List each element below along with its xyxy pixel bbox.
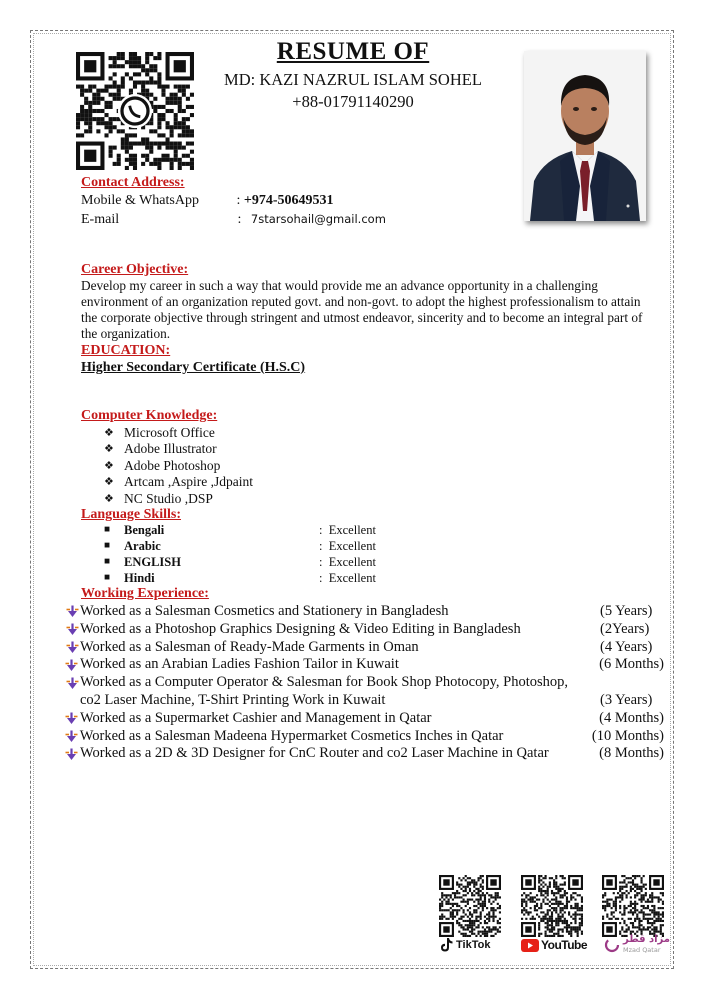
youtube-qr-code-icon [521,875,583,937]
arrow-bullet-icon [64,621,80,639]
contact-mobile-value: +974-50649531 [243,193,334,208]
work-item [64,639,664,657]
arrow-bullet-icon [64,674,80,692]
work-item-text: co2 Laser Machine, T-Shirt Printing Work in Kuwait [80,691,386,708]
youtube-label: YouTube [521,938,587,952]
work-item-duration: (6 Months) [599,656,664,673]
arrow-bullet-icon [64,710,80,728]
work-list [64,603,664,763]
square-bullet-icon: ■ [104,556,111,567]
arrow-bullet-icon [64,603,80,621]
work-item-duration: (3 Years) [600,691,653,708]
work-item-duration: (2Years) [600,620,650,637]
list-item: ❖ Artcam ,Aspire ,Jdpaint [104,474,253,490]
tiktok-label: TikTok [440,938,490,952]
language-heading: Language Skills: [81,507,181,522]
list-item: ■ Arabic : Excellent [104,539,376,553]
square-bullet-icon: ■ [104,540,111,551]
contact-heading: Contact Address: [81,175,185,190]
work-item [64,674,664,692]
work-item-text: Worked as a Salesman of Ready-Made Garments in Oman [80,638,419,655]
contact-row-mobile [81,193,334,209]
list-item: ■ Hindi : Excellent [104,571,376,585]
diamond-bullet-icon: ❖ [104,459,114,472]
tiktok-icon [440,938,453,952]
diamond-bullet-icon: ❖ [104,492,114,505]
work-heading: Working Experience: [81,586,209,601]
work-item-duration: (4 Years) [600,638,653,655]
language-list [104,522,376,586]
work-item [64,603,664,621]
work-item [64,745,664,763]
list-item: ❖ Microsoft Office [104,425,215,440]
work-item-text: Worked as a Salesman Cosmetics and Stationery in Bangladesh [80,603,449,619]
square-bullet-icon: ■ [104,572,111,583]
contact-email-value: 7starsohail@gmail.com [250,212,386,226]
work-item-continued [64,692,664,710]
contact-sep: : [236,193,241,208]
youtube-icon [521,939,539,952]
work-item-duration: (10 Months) [591,727,664,744]
education-item: Higher Secondary Certificate (H.S.C) [81,360,306,375]
tiktok-qr-code-icon [439,875,501,937]
arrow-bullet-icon [64,656,80,674]
candidate-phone: +88-01791140290 [292,92,414,111]
work-item-text: Worked as an Arabian Ladies Fashion Tailor in Kuwait [79,656,399,673]
mazad-qr-code-icon [602,875,664,937]
mazad-logo-icon [604,937,620,953]
arrow-bullet-icon [64,728,80,746]
contact-label: Mobile & WhatsApp [81,193,199,208]
work-item-text: Worked as a Supermarket Cashier and Management in Qatar [79,709,432,726]
work-item [64,728,664,746]
work-item [64,621,664,639]
list-item: ❖ NC Studio ,DSP [104,490,213,506]
arrow-bullet-icon [64,745,80,763]
work-item [64,656,664,674]
work-item-duration: (5 Years) [600,603,653,619]
square-bullet-icon: ■ [104,524,111,535]
list-item: ❖ Adobe Photoshop [104,457,221,473]
work-item-text: Worked as a Photoshop Graphics Designing & Video Editing in Bangladesh [80,620,521,637]
page-title: RESUME OF [276,38,430,65]
work-item-text: Worked as a Salesman Madeena Hypermarket Cosmetics Inches in Qatar [79,727,504,744]
work-item [64,710,664,728]
work-item-duration: (4 Months) [599,709,664,726]
profile-photo [524,51,646,221]
computer-list [104,425,253,507]
education-heading: EDUCATION: [81,343,171,358]
arrow-bullet-icon [64,639,80,657]
candidate-name: MD: KAZI NAZRUL ISLAM SOHEL [224,70,482,89]
contact-label: E-mail [81,212,120,227]
mazad-label: مزاد قطر Mzad Qatar [604,935,670,955]
computer-heading: Computer Knowledge: [81,408,218,423]
diamond-bullet-icon: ❖ [104,443,114,456]
contact-sep: : [237,212,242,227]
contact-row-email [81,212,386,228]
list-item: ❖ Adobe Illustrator [104,441,217,457]
list-item: ■ Bengali : Excellent [104,523,376,537]
work-item-duration: (8 Months) [599,745,664,762]
career-text: Develop my career in such a way that would provide me an advance opportunity in a challenging environment of an organization reputed govt. and non-govt. to adopt the highest professionalism to attain the corporate objective through stringent and utmost endeavor, sincerity and to become an integral part of the organization. [81,278,643,341]
list-item: ■ ENGLISH : Excellent [104,555,376,569]
diamond-bullet-icon: ❖ [104,476,114,489]
work-item-text: Worked as a 2D & 3D Designer for CnC Router and co2 Laser Machine in Qatar [79,745,549,762]
diamond-bullet-icon: ❖ [104,427,114,439]
work-item-text: Worked as a Computer Operator & Salesman for Book Shop Photocopy, Photoshop, [80,674,569,691]
career-heading: Career Objective: [81,262,189,277]
